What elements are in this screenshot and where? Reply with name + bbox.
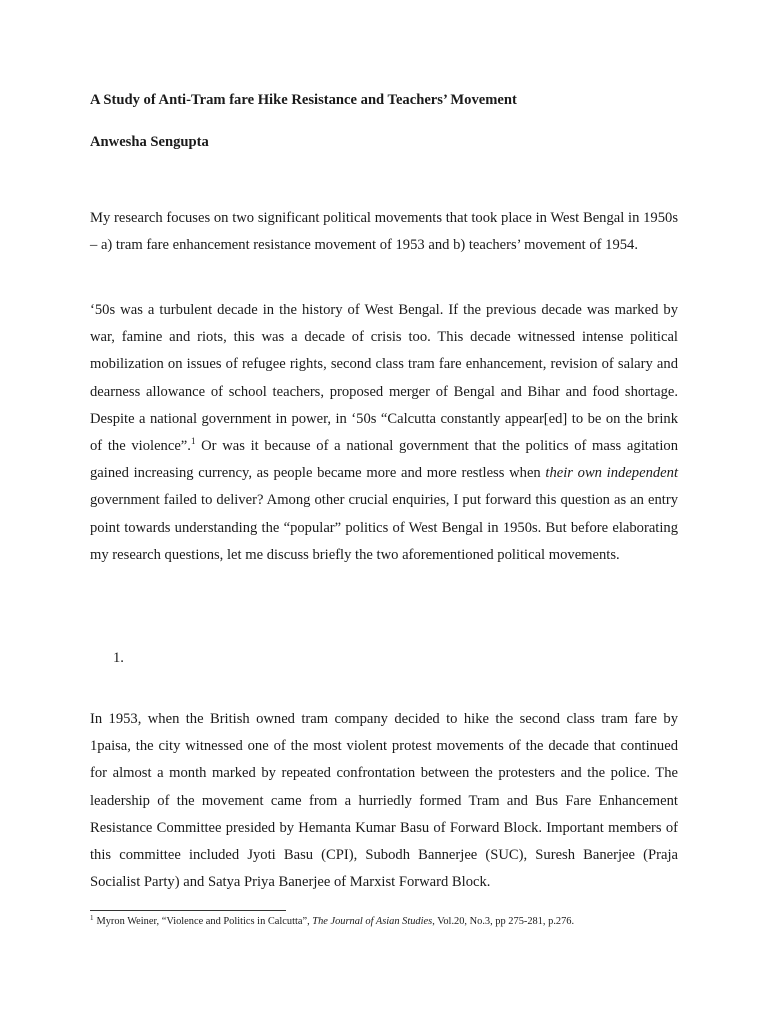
paragraph-intro: My research focuses on two significant political movements that took place in West Bengal in 1950s – a) tram fare enhancement resistance movement of 1953 and b) teachers’ movement of 1954.	[90, 210, 678, 254]
paragraph-context-text-2: Or was it because of a national government that the politics of mass agitation gained increasing currency, as people became more and more restless when	[90, 438, 678, 482]
document-title: A Study of Anti-Tram fare Hike Resistance and Teachers’ Movement	[90, 92, 517, 108]
footnote	[90, 913, 678, 927]
footnote-text-2: , Vol.20, No.3, pp 275-281, p.276.	[432, 916, 575, 927]
paragraph-context	[90, 297, 678, 569]
author-name: Anwesha Sengupta	[90, 134, 209, 150]
footnote-mark: 1	[90, 913, 94, 922]
footnote-journal: The Journal of Asian Studies	[312, 916, 433, 927]
footnote-divider	[90, 910, 286, 911]
footnote-reference[interactable]: 1	[190, 436, 196, 447]
paragraph-context-text-1: ‘50s was a turbulent decade in the history of West Bengal. If the previous decade was marked by war, famine and riots, this was a decade of crisis too. This decade witnessed intense political mobilization on issues of refugee rights, second class tram fare enhancement, revision of salary and dearness allowance of school teachers, proposed merger of Bengal and Bihar and food shortage. Despite a national government in power, in ‘50s “Calcutta constantly appear[ed] to be on the brink of the violence”.	[90, 302, 678, 455]
footnote-text-1: Myron Weiner, “Violence and Politics in Calcutta”,	[96, 916, 313, 927]
section-number: 1.	[113, 650, 124, 666]
paragraph-context-italic: their own independent	[545, 465, 678, 482]
paragraph-tram-movement: In 1953, when the British owned tram company decided to hike the second class tram fare by 1paisa, the city witnessed one of the most violent protest movements of the decade that continued for almost a month marked by repeated confrontation between the protesters and the police. The leadership of the movement came from a hurriedly formed Tram and Bus Fare Enhancement Resistance Committee presided by Hemanta Kumar Basu of Forward Block. Important members of this committee included Jyoti Basu (CPI), Subodh Bannerjee (SUC), Suresh Banerjee (Praja Socialist Party) and Satya Priya Banerjee of Marxist Forward Block.	[90, 711, 678, 891]
paragraph-context-text-3: government failed to deliver? Among other crucial enquiries, I put forward this question as an entry point towards understanding the “popular” politics of West Bengal in 1950s. But before elaborating my research questions, let me discuss briefly the two aforementioned political movements.	[90, 492, 678, 563]
